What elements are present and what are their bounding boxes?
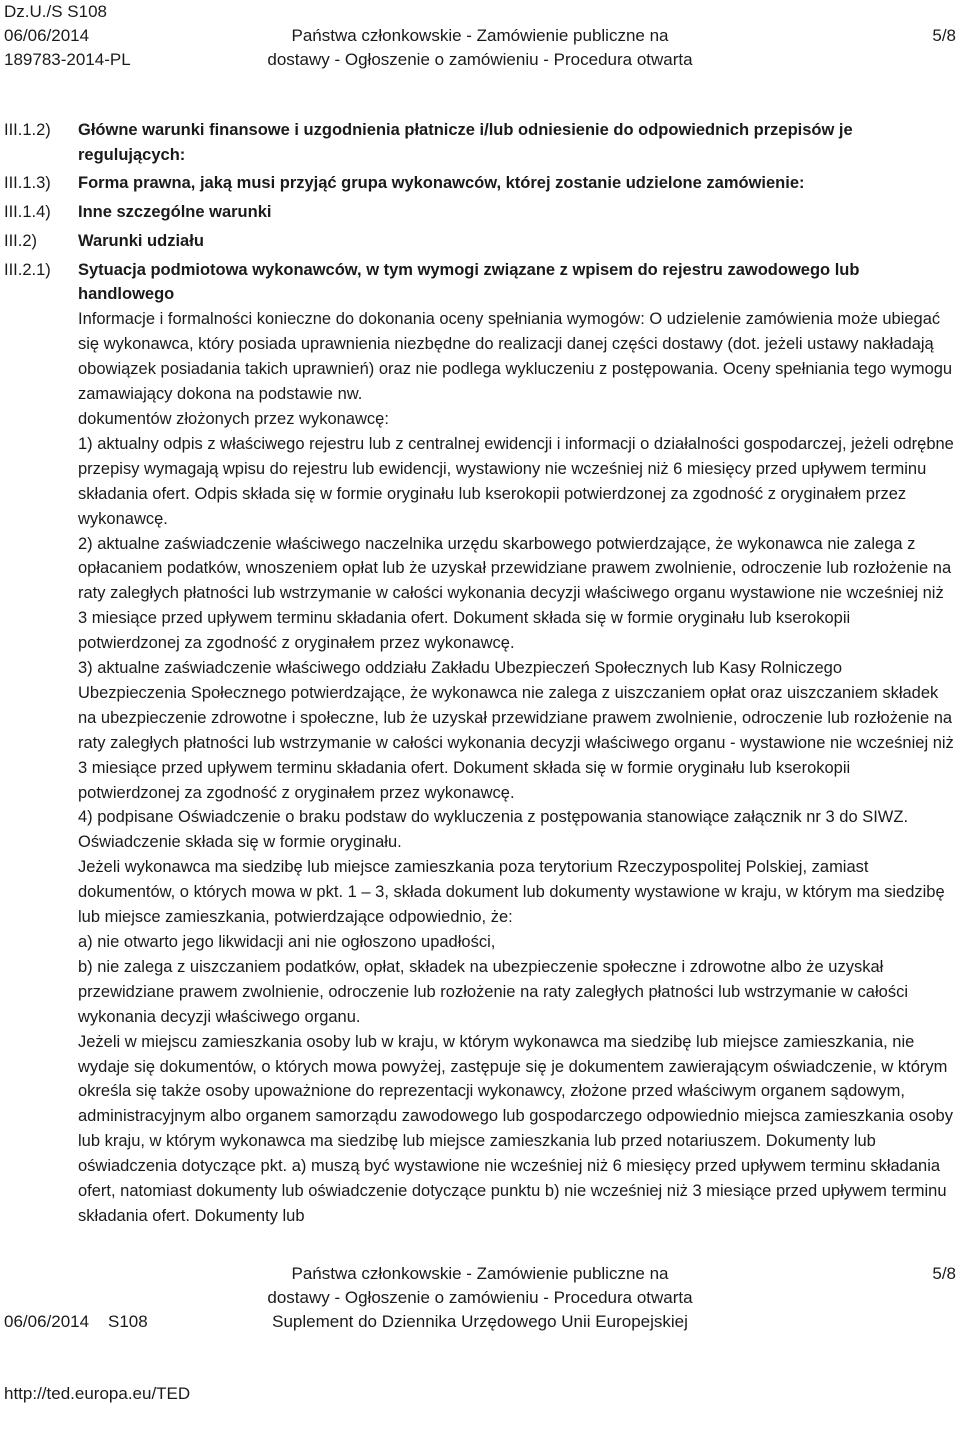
section-heading: Główne warunki finansowe i uzgodnienia płatnicze i/lub odniesienie do odpowiednich przepisów je regulujących: (78, 121, 853, 164)
header-title-line1: Państwa członkowskie - Zamówienie publiczne na (291, 26, 669, 45)
header-title-line2: dostawy - Ogłoszenie o zamówieniu - Procedura otwarta (267, 50, 693, 69)
section-number: III.1.2) (4, 121, 51, 139)
section-heading: Inne szczególne warunki (78, 202, 272, 221)
footer-title-line2: dostawy - Ogłoszenie o zamówieniu - Procedura otwarta (267, 1288, 693, 1307)
footer-title (200, 1262, 760, 1334)
section-number: III.1.3) (4, 173, 51, 192)
footer-title-line3: Suplement do Dziennika Urzędowego Unii Europejskiej (272, 1312, 688, 1331)
body-paragraph: 2) aktualne zaświadczenie właściwego naczelnika urzędu skarbowego potwierdzające, że wykonawca nie zalega z opłacaniem podatków, wnoszeniem opłat lub że uzyskał przewidziane prawem zwolnienie, odroczenie lub rozłożenie na raty zaległych płatności lub wstrzymanie w całości wykonania decyzji właściwego organu wystawione nie wcześniej niż 3 miesiące przed upływem terminu składania ofert. Dokument składa się w formie oryginału lub kserokopii potwierdzonej za zgodność z oryginałem przez wykonawcę. (78, 534, 952, 653)
section-heading: Sytuacja podmiotowa wykonawców, w tym wymogi związane z wpisem do rejestru zawodowego lub handlowego (78, 260, 860, 304)
body-paragraph: Jeżeli wykonawca ma siedzibę lub miejsce zamieszkania poza terytorium Rzeczypospolitej Polskiej, zamiast dokumentów, o których mowa w pkt. 1 – 3, składa dokument lub dokumenty wystawione w kraju, w którym ma siedzibę lub miejsce zamieszkania, potwierdzające odpowiednio, że: (78, 858, 945, 927)
body-paragraph: a) nie otwarto jego likwidacji ani nie ogłoszono upadłości, (78, 933, 496, 951)
body-paragraph: 4) podpisane Oświadczenie o braku podstaw do wykluczenia z postępowania stanowiące załącznik nr 3 do SIWZ. Oświadczenie składa się w formie oryginału. (78, 808, 909, 852)
footer-left (4, 1262, 190, 1454)
section-number: III.1.4) (4, 202, 51, 221)
journal-ref: Dz.U./S S108 (4, 2, 107, 21)
section-row (0, 200, 960, 225)
footer-title-line1: Państwa członkowskie - Zamówienie publiczne na (291, 1264, 669, 1283)
document-id: 189783-2014-PL (4, 50, 131, 69)
section-row (0, 118, 960, 168)
footer-url: http://ted.europa.eu/TED (4, 1384, 191, 1403)
header-title (200, 24, 760, 72)
section-number: III.2) (4, 231, 38, 250)
body-paragraph: Informacje i formalności konieczne do dokonania oceny spełniania wymogów: O udzielenie zamówienia może ubiegać się wykonawca, który posiada uprawnienia niezbędne do realizacji danej części dostawy (dot. jeżeli ustawy nakładają obowiązek posiadania takich uprawnień) oraz nie podlega wykluczeniu z postępowania. Oceny spełniania tego wymogu zamawiający dokona na podstawie nw. (78, 310, 953, 404)
section-row (0, 258, 960, 1229)
body-paragraph: 3) aktualne zaświadczenie właściwego oddziału Zakładu Ubezpieczeń Społecznych lub Kasy Rolniczego Ubezpieczenia Społecznego potwierdzające, że wykonawca nie zalega z uiszczaniem opłat oraz uiszczaniem składek na ubezpieczenie zdrowotne i społeczne, lub że uzyskał przewidziane prawem zwolnienie, odroczenie lub rozłożenie na raty zaległych płatności lub wstrzymanie w całości wykonania decyzji właściwego organu - wystawione nie wcześniej niż 3 miesiące przed upływem terminu składania ofert. Dokument składa się w formie oryginału lub kserokopii potwierdzonej za zgodność z oryginałem przez wykonawcę. (78, 659, 954, 802)
footer-page-number: 5/8 (932, 1264, 956, 1283)
section-heading: Forma prawna, jaką musi przyjąć grupa wykonawców, której zostanie udzielone zamówienie: (78, 173, 805, 192)
section-row (0, 229, 960, 254)
section-number: III.2.1) (4, 260, 51, 279)
footer-date-issue: 06/06/2014 S108 (4, 1312, 148, 1331)
page-number: 5/8 (932, 26, 956, 45)
section-content (78, 258, 954, 1229)
body-paragraph: dokumentów złożonych przez wykonawcę: (78, 409, 389, 428)
body-paragraph: 1) aktualny odpis z właściwego rejestru lub z centralnej ewidencji i informacji o działalności gospodarczej, jeżeli odrębne przepisy wymagają wpisu do rejestru lub ewidencji, wystawiony nie wcześniej niż 6 miesięcy przed upływem terminu składania ofert. Odpis składa się w formie oryginału lub kserokopii potwierdzonej za zgodność z oryginałem przez wykonawcę. (78, 434, 954, 528)
body-paragraph: Jeżeli w miejscu zamieszkania osoby lub w kraju, w którym wykonawca ma siedzibę lub miejsce zamieszkania, nie wydaje się dokumentów, o których mowa powyżej, zastępuje się je dokumentem zawierającym oświadczenie, w którym określa się także osoby upoważnione do reprezentacji wykonawcy, złożone przed właściwym organem sądowym, administracyjnym albo organem samorządu zawodowego lub gospodarczego odpowiednio miejsca zamieszkania osoby lub kraju, w którym wykonawca ma siedzibę lub miejsce zamieszkania lub przed notariuszem. Dokumenty lub oświadczenia dotyczące pkt. a) muszą być wystawione nie wcześniej niż 6 miesięcy przed upływem terminu składania ofert, natomiast dokumenty lub oświadczenie dotyczące punktu b) nie wcześniej niż 3 miesiące przed upływem terminu składania ofert. Dokumenty lub (78, 1032, 953, 1225)
header-date: 06/06/2014 (4, 26, 90, 45)
document-body (0, 118, 960, 1229)
header-left (4, 0, 131, 72)
section-row (0, 171, 960, 196)
body-paragraph: b) nie zalega z uiszczaniem podatków, opłat, składek na ubezpieczenie społeczne i zdrowotne albo że uzyskał przewidziane prawem zwolnienie, odroczenie lub rozłożenie na raty zaległych płatności lub wstrzymanie w całości wykonania decyzji właściwego organu. (78, 957, 908, 1026)
section-heading: Warunki udziału (78, 231, 204, 250)
